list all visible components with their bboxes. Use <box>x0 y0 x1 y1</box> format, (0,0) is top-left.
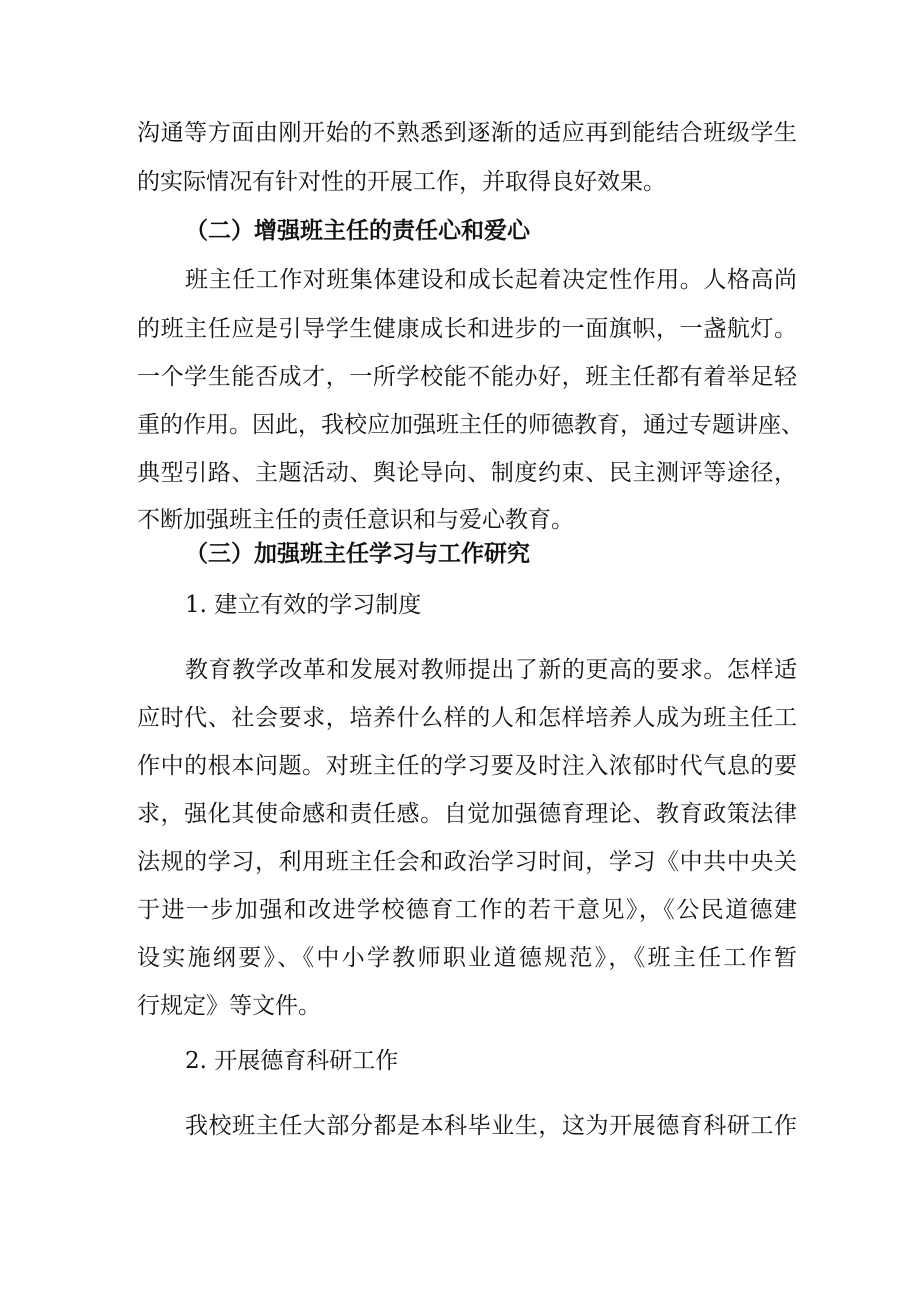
subsection-heading: 1. 建立有效的学习制度 <box>185 592 422 618</box>
paragraph-line: 于进一步加强和改进学校德育工作的若干意见》，《公民道德建 <box>137 897 797 923</box>
section-heading: （三）加强班主任学习与工作研究 <box>185 540 530 567</box>
paragraph-line: 我校班主任大部分都是本科毕业生，这为开展德育科研工作 <box>185 1113 797 1139</box>
paragraph-line: 典型引路、主题活动、舆论导向、制度约束、民主测评等途径， <box>137 460 797 486</box>
paragraph-line: 教育教学改革和发展对教师提出了新的更高的要求。怎样适 <box>185 657 797 683</box>
paragraph-line: 设实施纲要》、《中小学教师职业道德规范》，《班主任工作暂 <box>137 945 797 971</box>
paragraph-line: 法规的学习，利用班主任会和政治学习时间，学习《中共中央关 <box>137 849 797 875</box>
paragraph-line: 作中的根本问题。对班主任的学习要及时注入浓郁时代气息的要 <box>137 753 797 779</box>
paragraph-line: 重的作用。因此，我校应加强班主任的师德教育，通过专题讲座、 <box>137 412 804 438</box>
section-heading: （二）增强班主任的责任心和爱心 <box>185 217 530 244</box>
paragraph-line: 的班主任应是引导学生健康成长和进步的一面旗帜，一盏航灯。 <box>137 316 797 342</box>
paragraph-line: 沟通等方面由刚开始的不熟悉到逐渐的适应再到能结合班级学生 <box>137 120 797 146</box>
paragraph-line: 班主任工作对班集体建设和成长起着决定性作用。人格高尚 <box>185 267 797 293</box>
paragraph-line: 行规定》等文件。 <box>137 993 321 1019</box>
paragraph-line: 求，强化其使命感和责任感。自觉加强德育理论、教育政策法律 <box>137 801 797 827</box>
paragraph-line: 不断加强班主任的责任意识和与爱心教育。 <box>137 507 574 533</box>
paragraph-line: 一个学生能否成才，一所学校能不能办好，班主任都有着举足轻 <box>137 364 797 390</box>
paragraph-line: 的实际情况有针对性的开展工作，并取得良好效果。 <box>137 169 666 195</box>
paragraph-line: 应时代、社会要求，培养什么样的人和怎样培养人成为班主任工 <box>137 705 797 731</box>
subsection-heading: 2. 开展德育科研工作 <box>185 1048 399 1074</box>
